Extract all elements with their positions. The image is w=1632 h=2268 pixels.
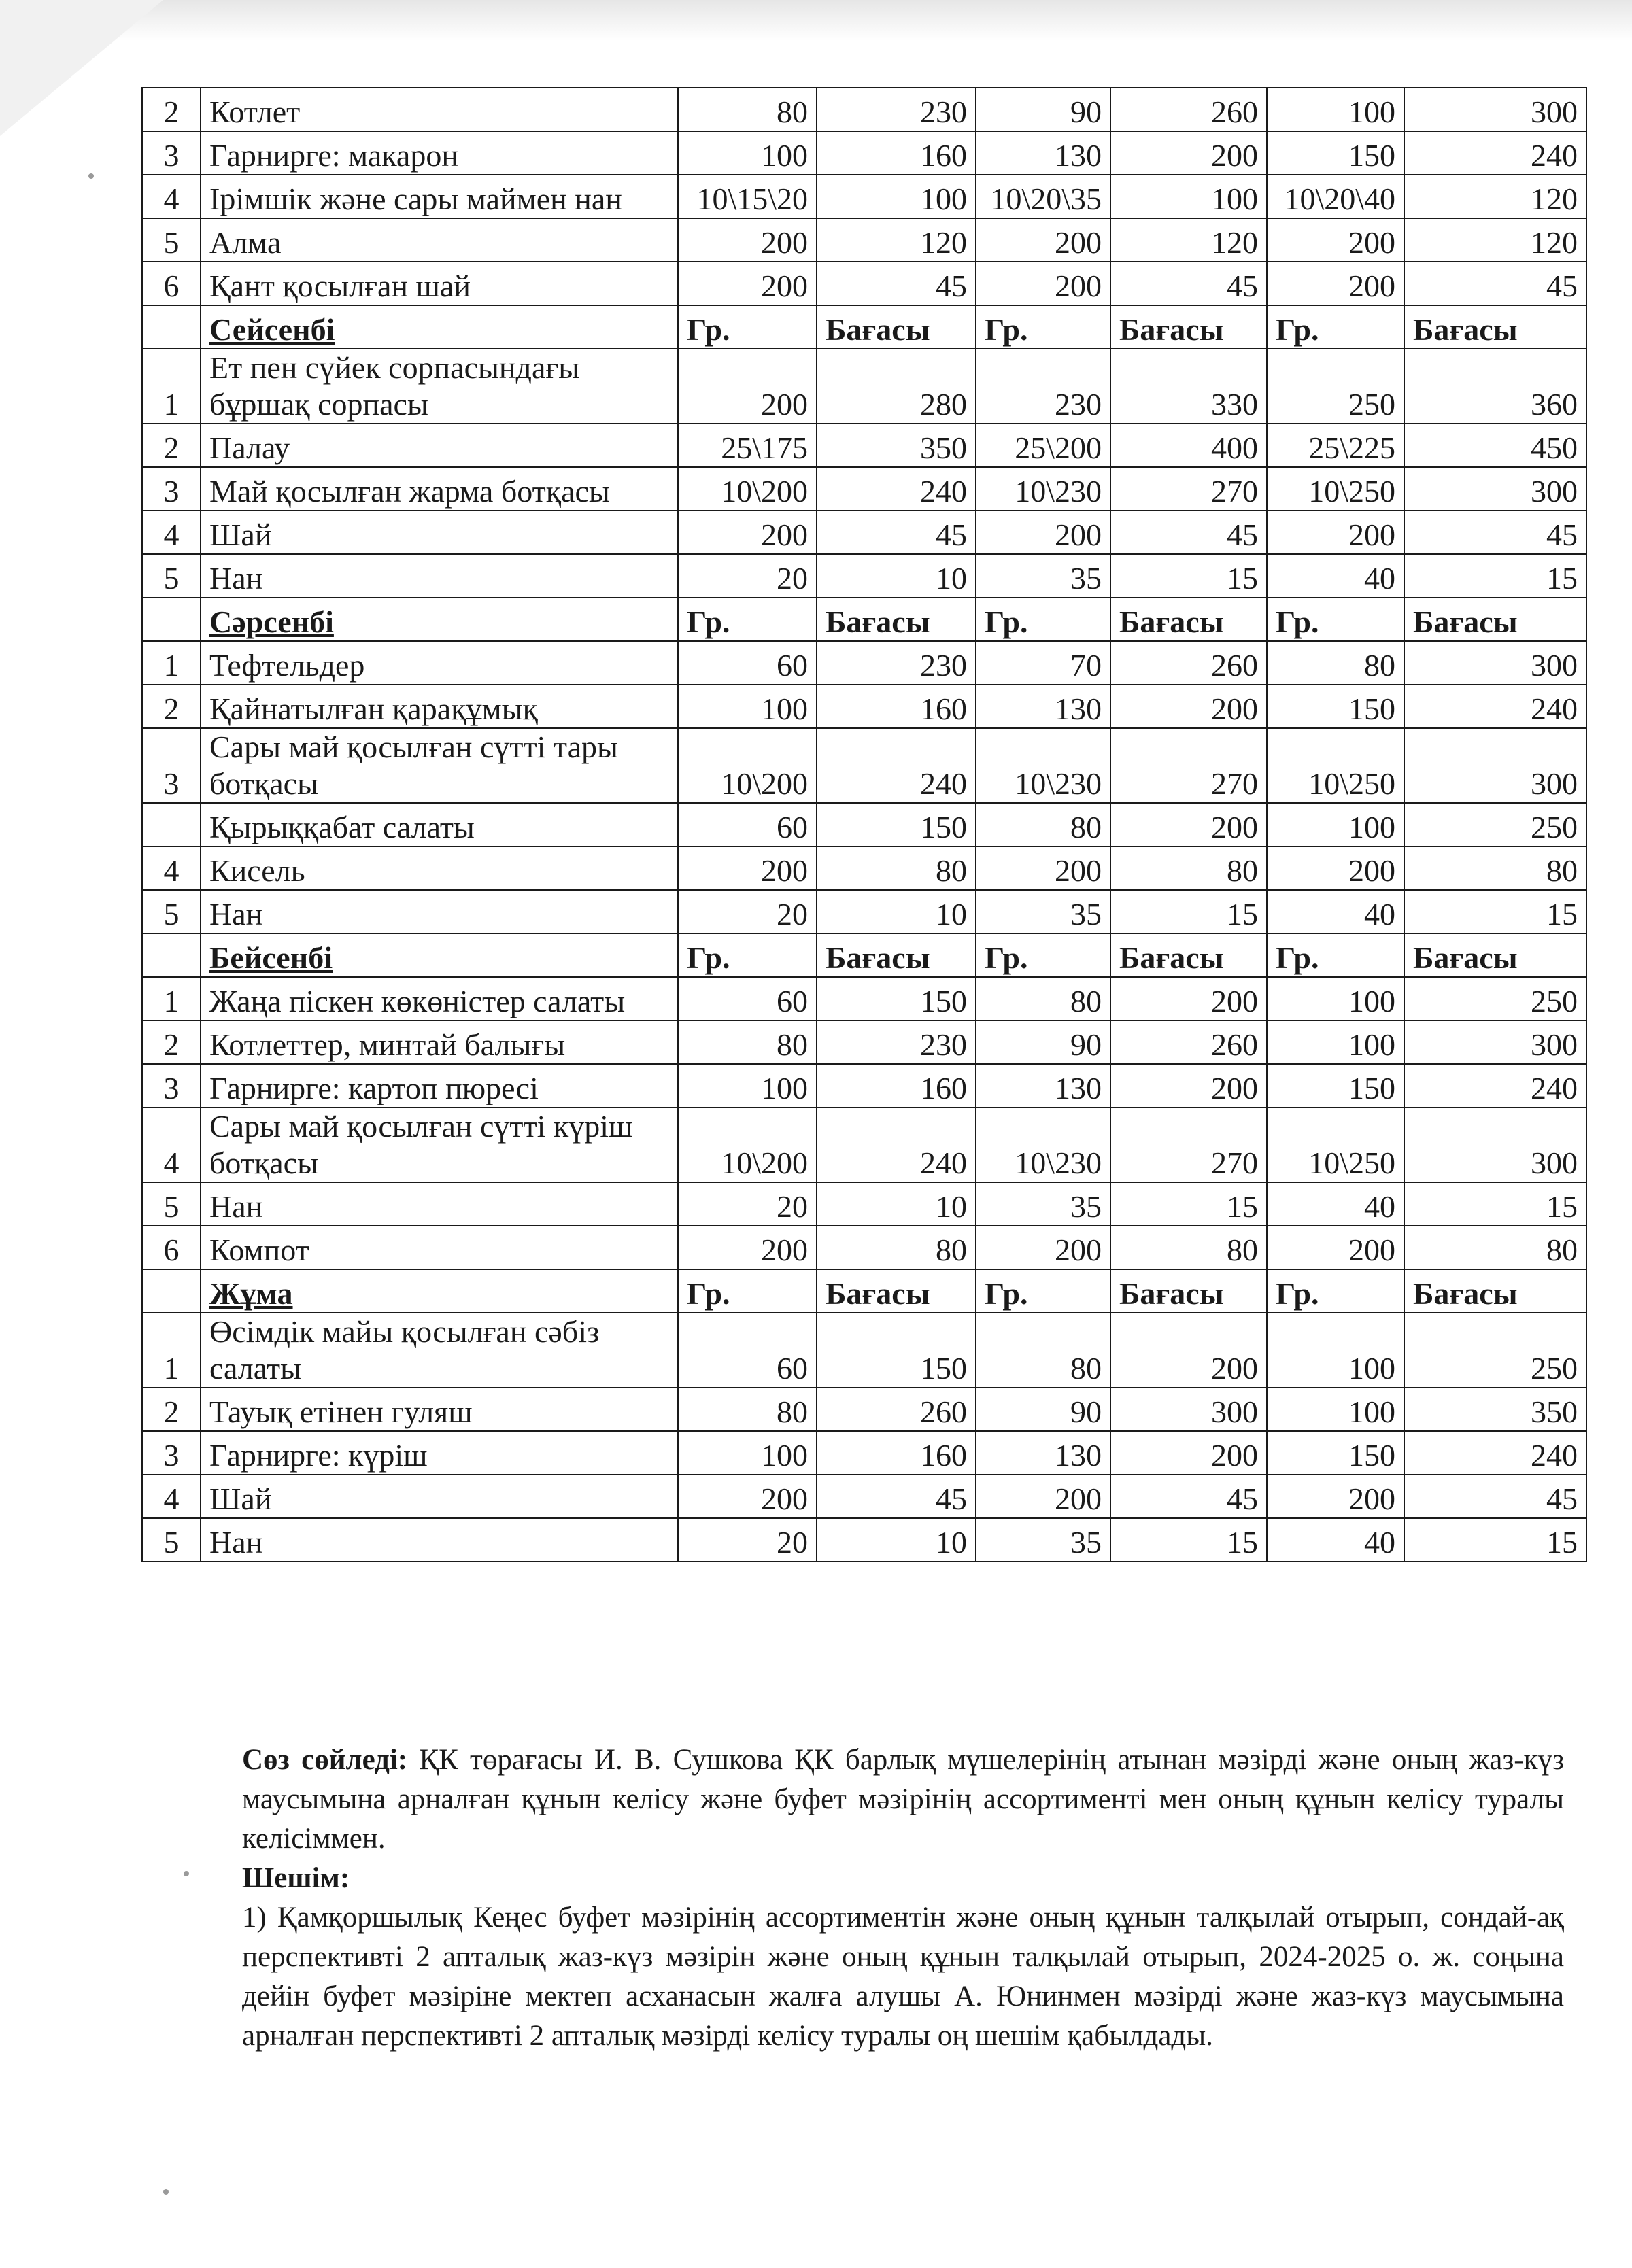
row-number: 6 xyxy=(142,1226,201,1269)
column-header: Гр. xyxy=(678,1269,817,1313)
menu-item-row xyxy=(142,467,1586,511)
price-cell: 240 xyxy=(1404,685,1586,728)
dish-name: Гарнирге: картоп пюресі xyxy=(201,1064,678,1107)
grams-cell: 90 xyxy=(976,1020,1110,1064)
grams-cell: 10\20\35 xyxy=(976,175,1110,218)
price-cell: 260 xyxy=(817,1388,976,1431)
price-cell: 150 xyxy=(817,803,976,846)
grams-cell: 130 xyxy=(976,1064,1110,1107)
grams-cell: 200 xyxy=(1267,1475,1404,1518)
grams-cell: 60 xyxy=(678,803,817,846)
dish-name: Қайнатылған қарақұмық xyxy=(201,685,678,728)
day-header-row xyxy=(142,305,1586,349)
grams-cell: 40 xyxy=(1267,890,1404,933)
day-header-row xyxy=(142,598,1586,641)
dish-name: Нан xyxy=(201,1518,678,1562)
menu-item-row xyxy=(142,1518,1586,1562)
menu-item-row xyxy=(142,1313,1586,1388)
grams-cell: 200 xyxy=(678,218,817,262)
price-cell: 15 xyxy=(1404,890,1586,933)
price-cell: 45 xyxy=(1110,511,1267,554)
price-cell: 240 xyxy=(1404,1431,1586,1475)
price-cell: 15 xyxy=(1404,554,1586,598)
grams-cell: 80 xyxy=(678,88,817,131)
dish-name: Тефтельдер xyxy=(201,641,678,685)
grams-cell: 20 xyxy=(678,554,817,598)
price-cell: 15 xyxy=(1110,1182,1267,1226)
column-header: Бағасы xyxy=(1110,305,1267,349)
grams-cell: 130 xyxy=(976,131,1110,175)
column-header: Гр. xyxy=(678,305,817,349)
grams-cell: 100 xyxy=(678,1431,817,1475)
menu-item-row xyxy=(142,1064,1586,1107)
price-cell: 45 xyxy=(1110,1475,1267,1518)
grams-cell: 150 xyxy=(1267,1064,1404,1107)
day-name: Бейсенбі xyxy=(201,933,678,977)
price-cell: 350 xyxy=(817,424,976,467)
speech-paragraph xyxy=(242,1740,1564,1859)
price-cell: 80 xyxy=(1404,1226,1586,1269)
column-header: Бағасы xyxy=(1110,933,1267,977)
grams-cell: 200 xyxy=(976,262,1110,305)
menu-table xyxy=(141,87,1587,1562)
grams-cell: 230 xyxy=(976,349,1110,424)
price-cell: 300 xyxy=(1404,88,1586,131)
column-header: Гр. xyxy=(1267,305,1404,349)
price-cell: 80 xyxy=(1110,846,1267,890)
grams-cell: 80 xyxy=(678,1020,817,1064)
grams-cell: 200 xyxy=(976,1226,1110,1269)
row-number: 2 xyxy=(142,1388,201,1431)
speech-label: Сөз сөйледі: xyxy=(242,1744,408,1776)
row-number: 3 xyxy=(142,467,201,511)
price-cell: 15 xyxy=(1110,1518,1267,1562)
dish-name: Котлет xyxy=(201,88,678,131)
column-header: Бағасы xyxy=(1404,305,1586,349)
price-cell: 330 xyxy=(1110,349,1267,424)
dish-name: Ет пен сүйек сорпасындағы бұршақ сорпасы xyxy=(201,349,678,424)
price-cell: 100 xyxy=(1110,175,1267,218)
menu-item-row xyxy=(142,131,1586,175)
menu-item-row xyxy=(142,218,1586,262)
dish-name: Котлеттер, минтай балығы xyxy=(201,1020,678,1064)
price-cell: 200 xyxy=(1110,803,1267,846)
decision-label: Шешім: xyxy=(242,1862,350,1894)
grams-cell: 100 xyxy=(678,1064,817,1107)
grams-cell: 60 xyxy=(678,1313,817,1388)
menu-item-row xyxy=(142,803,1586,846)
menu-item-row xyxy=(142,890,1586,933)
grams-cell: 100 xyxy=(1267,1388,1404,1431)
menu-item-row xyxy=(142,1107,1586,1182)
price-cell: 250 xyxy=(1404,803,1586,846)
dish-name: Өсімдік майы қосылған сәбіз салаты xyxy=(201,1313,678,1388)
dish-name: Алма xyxy=(201,218,678,262)
grams-cell: 35 xyxy=(976,1518,1110,1562)
grams-cell: 100 xyxy=(1267,88,1404,131)
grams-cell: 10\200 xyxy=(678,728,817,803)
menu-item-row xyxy=(142,641,1586,685)
menu-item-row xyxy=(142,977,1586,1020)
dish-name: Ірімшік және сары маймен нан xyxy=(201,175,678,218)
grams-cell: 35 xyxy=(976,1182,1110,1226)
grams-cell: 80 xyxy=(1267,641,1404,685)
price-cell: 45 xyxy=(817,1475,976,1518)
column-header: Бағасы xyxy=(817,598,976,641)
price-cell: 230 xyxy=(817,1020,976,1064)
column-header: Гр. xyxy=(1267,598,1404,641)
price-cell: 240 xyxy=(817,728,976,803)
price-cell: 270 xyxy=(1110,728,1267,803)
grams-cell: 150 xyxy=(1267,1431,1404,1475)
menu-item-row xyxy=(142,685,1586,728)
price-cell: 120 xyxy=(817,218,976,262)
price-cell: 80 xyxy=(817,1226,976,1269)
price-cell: 10 xyxy=(817,890,976,933)
grams-cell: 20 xyxy=(678,1518,817,1562)
row-number: 3 xyxy=(142,728,201,803)
column-header: Гр. xyxy=(678,933,817,977)
grams-cell: 100 xyxy=(678,131,817,175)
grams-cell: 10\15\20 xyxy=(678,175,817,218)
grams-cell: 130 xyxy=(976,1431,1110,1475)
dish-name: Гарнирге: күріш xyxy=(201,1431,678,1475)
price-cell: 80 xyxy=(1110,1226,1267,1269)
column-header: Бағасы xyxy=(817,305,976,349)
price-cell: 120 xyxy=(1404,218,1586,262)
grams-cell: 200 xyxy=(678,349,817,424)
grams-cell: 10\20\40 xyxy=(1267,175,1404,218)
grams-cell: 200 xyxy=(976,218,1110,262)
price-cell: 45 xyxy=(817,511,976,554)
grams-cell: 80 xyxy=(976,977,1110,1020)
price-cell: 200 xyxy=(1110,1313,1267,1388)
row-number-cell xyxy=(142,305,201,349)
dish-name: Сары май қосылған сүтті күріш ботқасы xyxy=(201,1107,678,1182)
speech-text: ҚК төрағасы И. В. Сушкова ҚК барлық мүшелерінің атынан мәзірді және оның жаз-күз маусымына арналған құнын келісу және буфет мәзірінің ассортименті мен оның құнын келісу туралы келісіммен. xyxy=(242,1744,1565,1855)
decision-text: 1) Қамқоршылық Кеңес буфет мәзірінің ассортиментін және оның құнын талқылай отырып, сондай-ақ перспективті 2 апталық жаз-күз мәзірін және оның құнын талқылай отырып, 2024-2025 о. ж. соңына дейін буфет мәзіріне мектеп асханасын жалға алушы А. Юнинмен мәзірді және жаз-күз маусымына арналған перспективті 2 апталық мәзірді келісу туралы оң шешім қабылдады. xyxy=(242,1902,1564,2052)
menu-item-row xyxy=(142,349,1586,424)
menu-item-row xyxy=(142,424,1586,467)
grams-cell: 100 xyxy=(1267,977,1404,1020)
column-header: Гр. xyxy=(1267,1269,1404,1313)
price-cell: 260 xyxy=(1110,641,1267,685)
column-header: Бағасы xyxy=(817,1269,976,1313)
price-cell: 15 xyxy=(1404,1182,1586,1226)
grams-cell: 200 xyxy=(1267,846,1404,890)
dish-name: Сары май қосылған сүтті тары ботқасы xyxy=(201,728,678,803)
row-number: 5 xyxy=(142,554,201,598)
price-cell: 200 xyxy=(1110,1064,1267,1107)
price-cell: 230 xyxy=(817,88,976,131)
menu-item-row xyxy=(142,262,1586,305)
day-name: Сәрсенбі xyxy=(201,598,678,641)
price-cell: 10 xyxy=(817,1182,976,1226)
dish-name: Гарнирге: макарон xyxy=(201,131,678,175)
row-number: 2 xyxy=(142,1020,201,1064)
price-cell: 45 xyxy=(1404,262,1586,305)
minutes-text xyxy=(242,1740,1564,2056)
price-cell: 45 xyxy=(1404,1475,1586,1518)
price-cell: 100 xyxy=(817,175,976,218)
price-cell: 240 xyxy=(817,1107,976,1182)
grams-cell: 100 xyxy=(1267,803,1404,846)
price-cell: 300 xyxy=(1404,728,1586,803)
grams-cell: 200 xyxy=(678,1475,817,1518)
grams-cell: 20 xyxy=(678,1182,817,1226)
row-number: 5 xyxy=(142,1518,201,1562)
price-cell: 260 xyxy=(1110,88,1267,131)
page-corner-fold xyxy=(0,0,163,136)
dish-name: Май қосылған жарма ботқасы xyxy=(201,467,678,511)
price-cell: 240 xyxy=(1404,131,1586,175)
dish-name: Шай xyxy=(201,511,678,554)
row-number: 2 xyxy=(142,88,201,131)
column-header: Гр. xyxy=(976,1269,1110,1313)
column-header: Бағасы xyxy=(1110,598,1267,641)
row-number: 1 xyxy=(142,641,201,685)
grams-cell: 80 xyxy=(976,803,1110,846)
row-number: 2 xyxy=(142,424,201,467)
column-header: Бағасы xyxy=(1404,598,1586,641)
column-header: Гр. xyxy=(976,933,1110,977)
row-number-cell xyxy=(142,598,201,641)
column-header: Бағасы xyxy=(1110,1269,1267,1313)
scan-shadow xyxy=(0,0,1632,41)
grams-cell: 200 xyxy=(678,262,817,305)
menu-item-row xyxy=(142,175,1586,218)
dish-name: Нан xyxy=(201,554,678,598)
price-cell: 150 xyxy=(817,1313,976,1388)
row-number: 4 xyxy=(142,846,201,890)
price-cell: 200 xyxy=(1110,685,1267,728)
price-cell: 45 xyxy=(1110,262,1267,305)
dish-name: Нан xyxy=(201,890,678,933)
grams-cell: 70 xyxy=(976,641,1110,685)
grams-cell: 90 xyxy=(976,1388,1110,1431)
price-cell: 240 xyxy=(1404,1064,1586,1107)
price-cell: 450 xyxy=(1404,424,1586,467)
day-header-row xyxy=(142,1269,1586,1313)
menu-item-row xyxy=(142,846,1586,890)
price-cell: 200 xyxy=(1110,1431,1267,1475)
menu-item-row xyxy=(142,1431,1586,1475)
scan-speck xyxy=(184,1871,189,1876)
price-cell: 160 xyxy=(817,131,976,175)
column-header: Гр. xyxy=(976,598,1110,641)
grams-cell: 200 xyxy=(1267,1226,1404,1269)
day-name: Сейсенбі xyxy=(201,305,678,349)
grams-cell: 100 xyxy=(678,685,817,728)
grams-cell: 80 xyxy=(976,1313,1110,1388)
dish-name: Компот xyxy=(201,1226,678,1269)
dish-name: Нан xyxy=(201,1182,678,1226)
grams-cell: 25\225 xyxy=(1267,424,1404,467)
grams-cell: 10\200 xyxy=(678,467,817,511)
row-number: 6 xyxy=(142,262,201,305)
price-cell: 270 xyxy=(1110,1107,1267,1182)
row-number-cell xyxy=(142,933,201,977)
row-number: 4 xyxy=(142,1475,201,1518)
grams-cell: 40 xyxy=(1267,1518,1404,1562)
row-number: 5 xyxy=(142,890,201,933)
dish-name: Қырыққабат салаты xyxy=(201,803,678,846)
price-cell: 350 xyxy=(1404,1388,1586,1431)
row-number: 2 xyxy=(142,685,201,728)
column-header: Гр. xyxy=(1267,933,1404,977)
menu-item-row xyxy=(142,88,1586,131)
grams-cell: 200 xyxy=(976,1475,1110,1518)
row-number: 4 xyxy=(142,175,201,218)
grams-cell: 150 xyxy=(1267,685,1404,728)
grams-cell: 150 xyxy=(1267,131,1404,175)
day-header-row xyxy=(142,933,1586,977)
price-cell: 10 xyxy=(817,1518,976,1562)
price-cell: 120 xyxy=(1110,218,1267,262)
menu-item-row xyxy=(142,1020,1586,1064)
price-cell: 270 xyxy=(1110,467,1267,511)
grams-cell: 200 xyxy=(1267,262,1404,305)
row-number: 3 xyxy=(142,1431,201,1475)
grams-cell: 40 xyxy=(1267,1182,1404,1226)
price-cell: 300 xyxy=(1404,467,1586,511)
row-number: 1 xyxy=(142,1313,201,1388)
grams-cell: 200 xyxy=(678,511,817,554)
grams-cell: 200 xyxy=(976,511,1110,554)
price-cell: 300 xyxy=(1404,641,1586,685)
price-cell: 15 xyxy=(1110,890,1267,933)
column-header: Бағасы xyxy=(817,933,976,977)
grams-cell: 25\200 xyxy=(976,424,1110,467)
grams-cell: 90 xyxy=(976,88,1110,131)
grams-cell: 130 xyxy=(976,685,1110,728)
dish-name: Тауық етінен гуляш xyxy=(201,1388,678,1431)
menu-item-row xyxy=(142,1182,1586,1226)
row-number: 5 xyxy=(142,218,201,262)
dish-name: Палау xyxy=(201,424,678,467)
dish-name: Кисель xyxy=(201,846,678,890)
price-cell: 360 xyxy=(1404,349,1586,424)
dish-name: Жаңа піскен көкөністер салаты xyxy=(201,977,678,1020)
grams-cell: 60 xyxy=(678,977,817,1020)
grams-cell: 250 xyxy=(1267,349,1404,424)
price-cell: 120 xyxy=(1404,175,1586,218)
price-cell: 160 xyxy=(817,685,976,728)
grams-cell: 200 xyxy=(678,846,817,890)
grams-cell: 20 xyxy=(678,890,817,933)
price-cell: 160 xyxy=(817,1064,976,1107)
grams-cell: 80 xyxy=(678,1388,817,1431)
grams-cell: 200 xyxy=(1267,511,1404,554)
column-header: Бағасы xyxy=(1404,1269,1586,1313)
menu-item-row xyxy=(142,554,1586,598)
column-header: Гр. xyxy=(678,598,817,641)
scan-speck xyxy=(163,2189,169,2195)
row-number: 3 xyxy=(142,131,201,175)
price-cell: 160 xyxy=(817,1431,976,1475)
dish-name: Қант қосылған шай xyxy=(201,262,678,305)
grams-cell: 10\230 xyxy=(976,467,1110,511)
grams-cell: 200 xyxy=(678,1226,817,1269)
menu-item-row xyxy=(142,1226,1586,1269)
row-number: 1 xyxy=(142,349,201,424)
grams-cell: 10\250 xyxy=(1267,467,1404,511)
price-cell: 400 xyxy=(1110,424,1267,467)
row-number: 4 xyxy=(142,1107,201,1182)
row-number: 4 xyxy=(142,511,201,554)
column-header: Бағасы xyxy=(1404,933,1586,977)
price-cell: 230 xyxy=(817,641,976,685)
grams-cell: 10\200 xyxy=(678,1107,817,1182)
row-number: 1 xyxy=(142,977,201,1020)
price-cell: 150 xyxy=(817,977,976,1020)
grams-cell: 35 xyxy=(976,554,1110,598)
grams-cell: 10\250 xyxy=(1267,728,1404,803)
scan-speck xyxy=(88,173,94,179)
grams-cell: 100 xyxy=(1267,1313,1404,1388)
grams-cell: 40 xyxy=(1267,554,1404,598)
row-number-cell xyxy=(142,1269,201,1313)
menu-item-row xyxy=(142,1475,1586,1518)
grams-cell: 200 xyxy=(1267,218,1404,262)
menu-item-row xyxy=(142,1388,1586,1431)
price-cell: 10 xyxy=(817,554,976,598)
menu-item-row xyxy=(142,728,1586,803)
dish-name: Шай xyxy=(201,1475,678,1518)
price-cell: 15 xyxy=(1110,554,1267,598)
grams-cell: 25\175 xyxy=(678,424,817,467)
price-cell: 15 xyxy=(1404,1518,1586,1562)
price-cell: 45 xyxy=(817,262,976,305)
grams-cell: 200 xyxy=(976,846,1110,890)
row-number xyxy=(142,803,201,846)
price-cell: 260 xyxy=(1110,1020,1267,1064)
grams-cell: 10\230 xyxy=(976,728,1110,803)
grams-cell: 35 xyxy=(976,890,1110,933)
price-cell: 200 xyxy=(1110,977,1267,1020)
grams-cell: 100 xyxy=(1267,1020,1404,1064)
price-cell: 200 xyxy=(1110,131,1267,175)
price-cell: 280 xyxy=(817,349,976,424)
price-cell: 300 xyxy=(1110,1388,1267,1431)
grams-cell: 60 xyxy=(678,641,817,685)
column-header: Гр. xyxy=(976,305,1110,349)
day-name: Жұма xyxy=(201,1269,678,1313)
price-cell: 45 xyxy=(1404,511,1586,554)
row-number: 5 xyxy=(142,1182,201,1226)
grams-cell: 10\250 xyxy=(1267,1107,1404,1182)
grams-cell: 10\230 xyxy=(976,1107,1110,1182)
price-cell: 250 xyxy=(1404,1313,1586,1388)
price-cell: 300 xyxy=(1404,1020,1586,1064)
price-cell: 300 xyxy=(1404,1107,1586,1182)
price-cell: 80 xyxy=(1404,846,1586,890)
price-cell: 250 xyxy=(1404,977,1586,1020)
menu-item-row xyxy=(142,511,1586,554)
price-cell: 240 xyxy=(817,467,976,511)
price-cell: 80 xyxy=(817,846,976,890)
row-number: 3 xyxy=(142,1064,201,1107)
